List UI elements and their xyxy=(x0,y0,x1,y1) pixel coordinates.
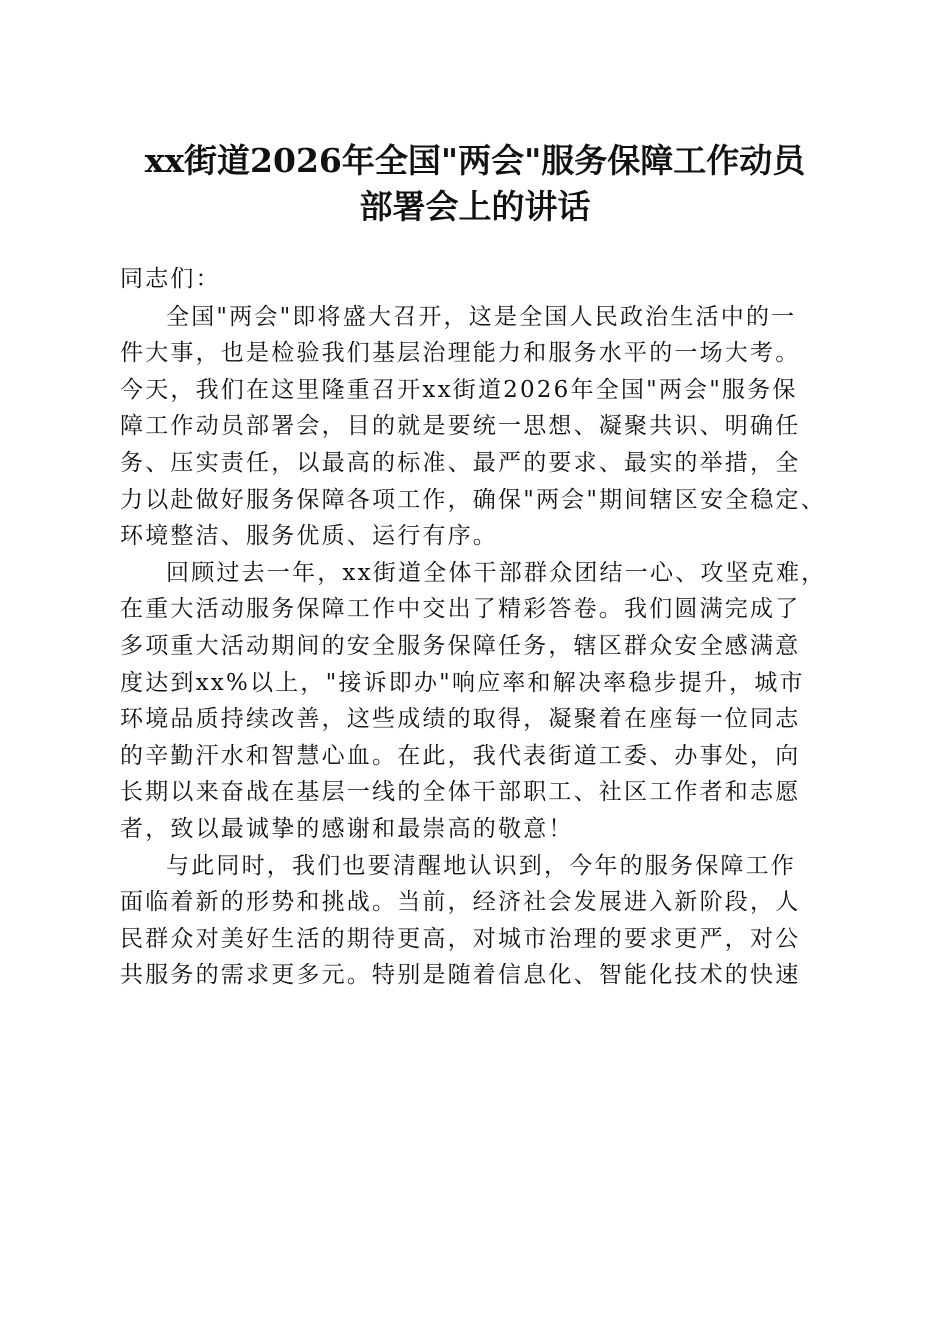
text-line: 在重大活动服务保障工作中交出了精彩答卷。我们圆满完成了 xyxy=(120,596,801,623)
text-line: 力以赴做好服务保障各项工作，确保"两会"期间辖区安全稳定、 xyxy=(120,486,826,513)
text-line: 与此同时，我们也要清醒地认识到，今年的服务保障工作 xyxy=(166,852,796,879)
text-line: 的辛勤汗水和智慧心血。在此，我代表街道工委、办事处，向 xyxy=(120,742,801,769)
paragraph-2 xyxy=(120,555,840,848)
text-line: 全国"两会"即将盛大召开，这是全国人民政治生活中的一 xyxy=(166,303,797,330)
title-line: xx街道2026年全国"两会"服务保障工作动员 xyxy=(144,141,806,180)
text-line: 民群众对美好生活的期待更高，对城市治理的要求更严，对公 xyxy=(120,925,801,952)
text-line: 件大事，也是检验我们基层治理能力和服务水平的一场大考。 xyxy=(120,340,801,367)
text-line: 环境整洁、服务优质、运行有序。 xyxy=(120,523,498,550)
text-line: 长期以来奋战在基层一线的全体干部职工、社区工作者和志愿 xyxy=(120,779,801,806)
text-line: 共服务的需求更多元。特别是随着信息化、智能化技术的快速 xyxy=(120,962,801,989)
text-line: 面临着新的形势和挑战。当前，经济社会发展进入新阶段，人 xyxy=(120,889,801,916)
title-line: 部署会上的讲话 xyxy=(359,187,591,226)
text-line: 障工作动员部署会，目的就是要统一思想、凝聚共识、明确任 xyxy=(120,413,801,440)
paragraph-3 xyxy=(120,848,840,994)
salutation: 同志们： xyxy=(120,266,221,292)
text-line: 今天，我们在这里隆重召开xx街道2026年全国"两会"服务保 xyxy=(120,376,798,403)
paragraph-1 xyxy=(120,299,840,555)
text-line: 务、压实责任，以最高的标准、最严的要求、最实的举措，全 xyxy=(120,449,801,476)
text-line: 回顾过去一年，xx街道全体干部群众团结一心、攻坚克难， xyxy=(166,559,827,586)
document-title xyxy=(100,138,850,230)
text-line: 环境品质持续改善，这些成绩的取得，凝聚着在座每一位同志 xyxy=(120,706,801,733)
text-line: 度达到xx%以上，"接诉即办"响应率和解决率稳步提升，城市 xyxy=(120,669,805,696)
text-line: 者，致以最诚挚的感谢和最崇高的敬意！ xyxy=(120,815,574,842)
document-body xyxy=(120,261,840,994)
text-line: 多项重大活动期间的安全服务保障任务，辖区群众安全感满意 xyxy=(120,632,801,659)
